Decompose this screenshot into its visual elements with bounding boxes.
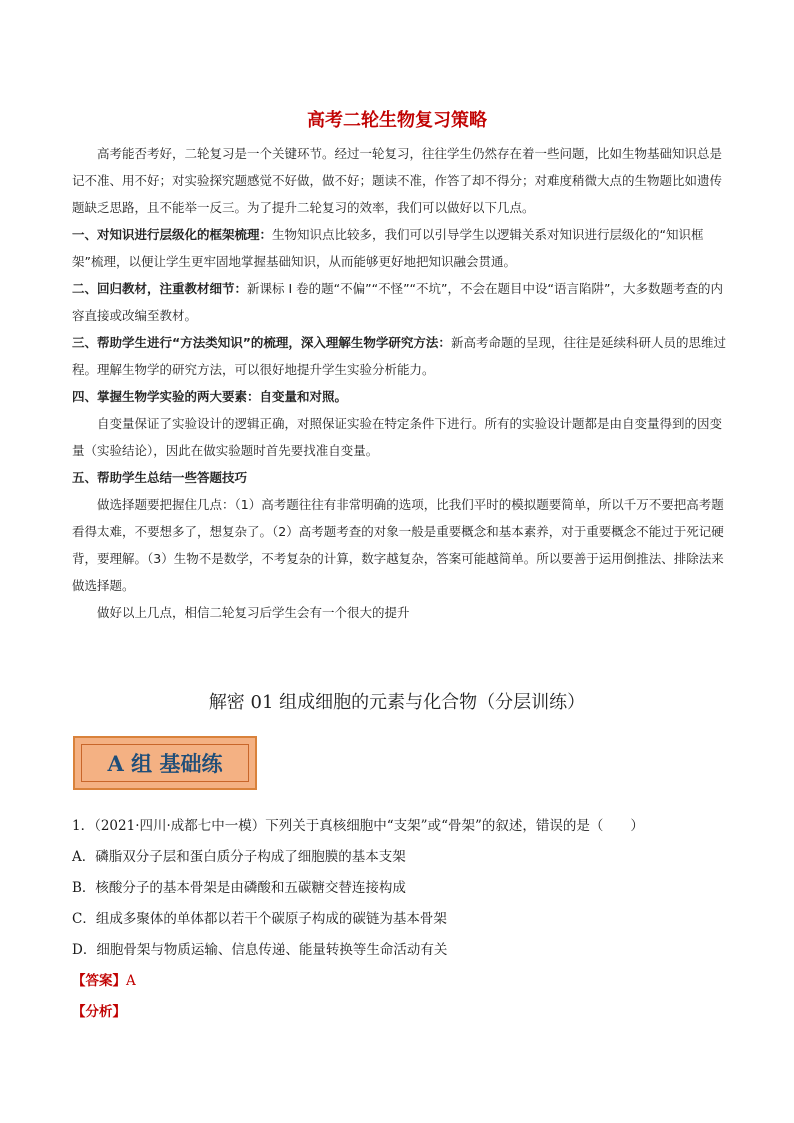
strategy-point-text: 做选择题要把握住几点：（1）高考题往往有非常明确的选项，比我们平时的模拟题要简单，所以千万不要把高考题看得太难，不要想多了，想复杂了。（2）高考题考查的对象一般是重要概念和基本素养，对于重要概念不能过于死记硬背，要理解。（3）生物不是数学，不考复杂的计算，数字越复杂，答案可能越简单。所以要善于运用倒推法、排除法来做选择题。 xyxy=(72,497,724,593)
strategy-point xyxy=(72,275,728,329)
strategy-point-text: 生物知识点比较多，我们可以引导学生以逻辑关系对知识进行层级化的“知识框架”梳理，以便让学生更牢固地掌握基础知识，从而能够更好地把知识融会贯通。 xyxy=(72,227,704,269)
strategy-points xyxy=(72,221,728,626)
strategy-point-text: 自变量保证了实验设计的逻辑正确，对照保证实验在特定条件下进行。所有的实验设计题都是由自变量得到的因变量（实验结论），因此在做实验题时首先要找准自变量。 xyxy=(72,416,723,458)
intro-paragraph: 高考能否考好，二轮复习是一个关键环节。经过一轮复习，往往学生仍然存在着一些问题，比如生物基础知识总是记不准、用不好；对实验探究题感觉不好做，做不好；题读不准，作答了却不得分；对难度稍微大点的生物题比如遗传题缺乏思路，且不能举一反三。为了提升二轮复习的效率，我们可以做好以下几点。 xyxy=(72,146,723,215)
strategy-point xyxy=(72,221,728,275)
strategy-point-heading: 五、帮助学生总结一些答题技巧 xyxy=(72,470,248,485)
answer-line xyxy=(72,966,732,997)
strategy-point-heading: 二、回归教材，注重教材细节： xyxy=(72,281,248,296)
answer-value: A xyxy=(126,973,136,989)
strategy-point xyxy=(72,383,728,410)
analysis-tag: 【分析】 xyxy=(72,1004,126,1020)
group-label: A 组 基础练 xyxy=(81,744,249,782)
option-d: D．细胞骨架与物质运输、信息传递、能量转换等生命活动有关 xyxy=(72,942,448,958)
option-a: A．磷脂双分子层和蛋白质分子构成了细胞膜的基本支架 xyxy=(72,849,406,865)
question-stem: 1．（2021·四川·成都七中一模）下列关于真核细胞中“支架”或“骨架”的叙述，错误的是（ ） xyxy=(72,818,644,834)
strategy-point xyxy=(72,491,728,599)
option-c: C．组成多聚体的单体都以若干个碳原子构成的碳链为基本骨架 xyxy=(72,911,447,927)
strategy-point-heading: 四、掌握生物学实验的两大要素：自变量和对照。 xyxy=(72,389,348,404)
strategy-point-text: 做好以上几点，相信二轮复习后学生会有一个很大的提升 xyxy=(97,605,410,620)
question-block xyxy=(72,811,732,1028)
answer-tag: 【答案】 xyxy=(72,973,126,989)
group-label-box xyxy=(73,736,257,790)
strategy-point-heading: 三、帮助学生进行“方法类知识”的梳理，深入理解生物学研究方法： xyxy=(72,335,451,350)
strategy-point xyxy=(72,410,728,464)
section-title: 解密 01 组成细胞的元素与化合物（分层训练） xyxy=(208,692,586,713)
strategy-point xyxy=(72,464,728,491)
strategy-point xyxy=(72,599,728,626)
strategy-point-text: 新高考命题的呈现，往往是延续科研人员的思维过程。理解生物学的研究方法，可以很好地提升学生实验分析能力。 xyxy=(72,335,726,377)
page-title: 高考二轮生物复习策略 xyxy=(307,110,487,131)
strategy-point-text: 新课标 I 卷的题“不偏”“不怪”“不坑”，不会在题目中设“语言陷阱”，大多数题考查的内容直接或改编至教材。 xyxy=(72,281,723,323)
intro-section xyxy=(72,140,728,626)
analysis-line xyxy=(72,997,732,1028)
option-b: B．核酸分子的基本骨架是由磷酸和五碳糖交替连接构成 xyxy=(72,880,406,896)
strategy-point xyxy=(72,329,728,383)
strategy-point-heading: 一、对知识进行层级化的框架梳理： xyxy=(72,227,273,242)
